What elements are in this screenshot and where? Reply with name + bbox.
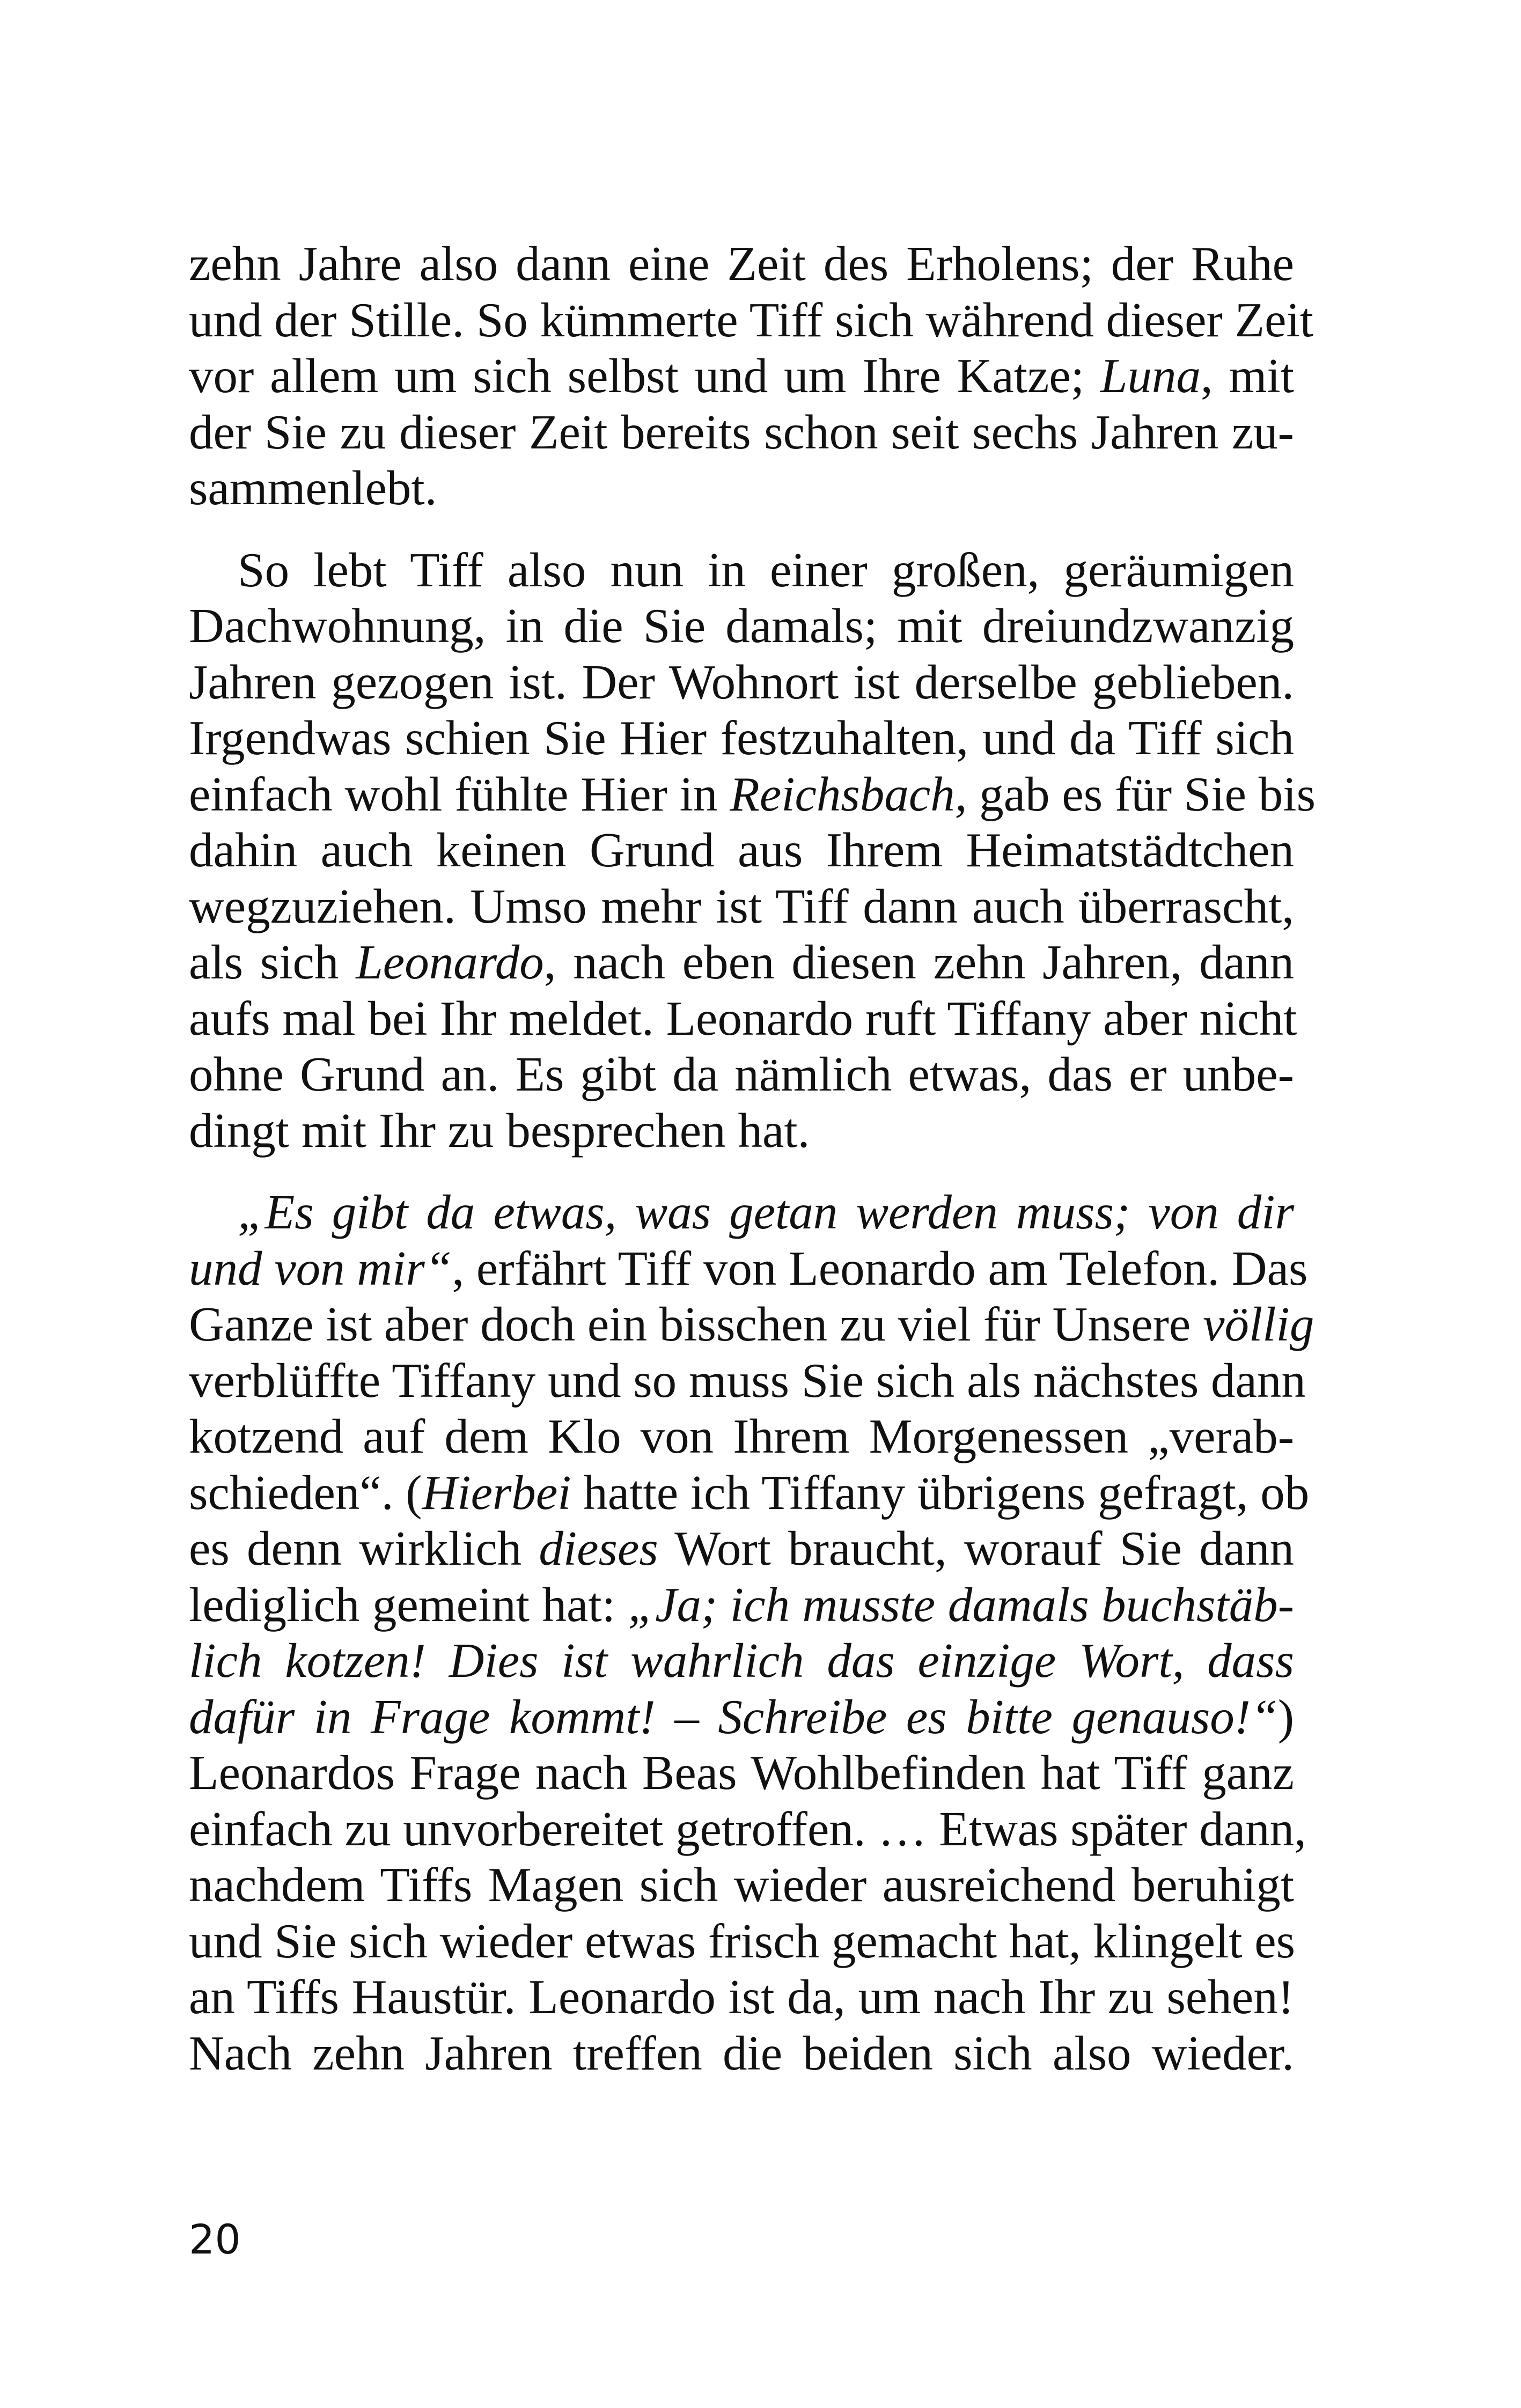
text-line (189, 542, 1294, 599)
text-line (189, 767, 1316, 823)
text-line (189, 1047, 1294, 1103)
text-line (189, 292, 1314, 349)
text-line (189, 654, 1294, 711)
text-line (189, 404, 1294, 461)
text-line (189, 1103, 1294, 1159)
text-line (189, 1577, 1294, 1633)
text-run: dahin auch keinen Grund aus Ihrem Heimatstädtchen (189, 823, 1294, 877)
text-run: Dachwohnung, in die Sie damals; mit dreiundzwanzig (189, 599, 1294, 653)
paragraph-gap (189, 517, 1294, 542)
text-line (189, 1184, 1294, 1241)
text-line (189, 822, 1294, 879)
text-line (189, 1745, 1294, 1801)
italic-text: Luna (1100, 349, 1201, 403)
text-run: zehn Jahre also dann eine Zeit des Erholens; der Ruhe (189, 237, 1294, 291)
text-run: dingt mit Ihr zu besprechen hat. (189, 1103, 810, 1158)
text-run: , mit (1201, 349, 1294, 403)
italic-text: Reichsbach, (730, 767, 967, 821)
text-line (189, 1409, 1294, 1465)
text-line (189, 1353, 1306, 1409)
text-run: aufs mal bei Ihr meldet. Leonardo ruft Tiffany aber nicht (189, 991, 1297, 1045)
text-line (189, 1857, 1294, 1913)
text-run: der Sie zu dieser Zeit bereits schon seit sechs Jahren zu- (189, 404, 1294, 459)
text-run: verblüffte Tiffany und so muss Sie sich als nächstes dann (189, 1353, 1306, 1408)
text-run: hatte ich Tiffany übrigens gefragt, ob (571, 1465, 1310, 1520)
text-line (189, 1969, 1294, 2026)
text-line (189, 1689, 1294, 1746)
text-line (189, 1633, 1294, 1689)
text-run: schieden“. ( (189, 1465, 422, 1520)
text-line (189, 1801, 1306, 1858)
text-run: kotzend auf dem Klo von Ihrem Morgenessen „verab- (189, 1409, 1294, 1463)
text-run: es denn wirklich (189, 1521, 539, 1575)
text-run: vor allem um sich selbst und um Ihre Katze; (189, 349, 1100, 403)
paragraph (189, 1184, 1314, 2081)
text-run: und der Stille. So kümmerte Tiff sich während dieser Zeit (189, 292, 1314, 347)
text-run: Jahren gezogen ist. Der Wohnort ist derselbe geblieben. (189, 654, 1294, 709)
text-line (189, 710, 1294, 767)
text-line (189, 879, 1294, 935)
italic-text: „Es gibt da etwas, was getan werden muss; von dir (189, 1185, 1294, 1239)
text-line (189, 991, 1297, 1047)
text-run: und Sie sich wieder etwas frisch gemacht hat, klingelt es (189, 1913, 1296, 1968)
italic-text: „Ja; ich musste damals buchstäb- (628, 1577, 1294, 1632)
text-run: lediglich gemeint hat: (189, 1577, 628, 1632)
text-line (189, 1241, 1308, 1297)
text-run: ohne Grund an. Es gibt da nämlich etwas, das er unbe- (189, 1047, 1294, 1101)
italic-text: Leonardo (356, 935, 544, 989)
text-line (189, 1465, 1310, 1521)
text-line (189, 1913, 1294, 1970)
body-text (189, 236, 1316, 2081)
paragraph (189, 542, 1316, 1159)
italic-text: dafür in Frage kommt! – Schreibe es bitte genauso!“ (189, 1689, 1278, 1744)
italic-text: lich kotzen! Dies ist wahrlich das einzige Wort, dass (189, 1633, 1294, 1688)
paragraph-gap (189, 1159, 1294, 1184)
text-run: einfach zu unvorbereitet getroffen. … Etwas später dann, (189, 1801, 1306, 1856)
text-run: Ganze ist aber doch ein bisschen zu viel für Unsere (189, 1297, 1203, 1351)
text-run: gab es für Sie bis (967, 767, 1316, 821)
text-run: Wort braucht, worauf Sie dann (658, 1521, 1294, 1575)
text-run: , erfährt Tiff von Leonardo am Telefon. Das (452, 1241, 1308, 1295)
page-number: 20 (189, 2215, 241, 2263)
text-line (189, 236, 1294, 292)
text-line (189, 598, 1294, 654)
text-run: einfach wohl fühlte Hier in (189, 767, 730, 821)
text-line (189, 460, 1294, 517)
text-run: Leonardos Frage nach Beas Wohlbefinden hat Tiff ganz (189, 1746, 1294, 1800)
italic-text: dieses (539, 1521, 658, 1575)
text-line (189, 1521, 1294, 1577)
text-run: Nach zehn Jahren treffen die beiden sich also wieder. (189, 2026, 1294, 2080)
text-line (189, 348, 1294, 404)
italic-text: und von mir“ (189, 1241, 452, 1295)
italic-text: völlig (1203, 1297, 1314, 1351)
text-run: sammenlebt. (189, 461, 437, 515)
text-run: So lebt Tiff also nun in einer großen, geräumigen (189, 542, 1294, 597)
text-line (189, 934, 1294, 991)
italic-text: Hierbei (422, 1465, 571, 1520)
text-line (189, 1297, 1314, 1353)
text-run: wegzuziehen. Umso mehr ist Tiff dann auch überrascht, (189, 879, 1294, 933)
text-run: , nach eben diesen zehn Jahren, dann (543, 935, 1294, 989)
text-run: Irgendwas schien Sie Hier festzuhalten, und da Tiff sich (189, 711, 1294, 765)
text-run: ) (1277, 1689, 1294, 1744)
paragraph (189, 236, 1314, 517)
text-run: nachdem Tiffs Magen sich wieder ausreichend beruhigt (189, 1858, 1294, 1912)
text-line (189, 2026, 1294, 2082)
text-run: als sich (189, 935, 356, 989)
text-run: an Tiffs Haustür. Leonardo ist da, um nach Ihr zu sehen! (189, 1970, 1294, 2024)
